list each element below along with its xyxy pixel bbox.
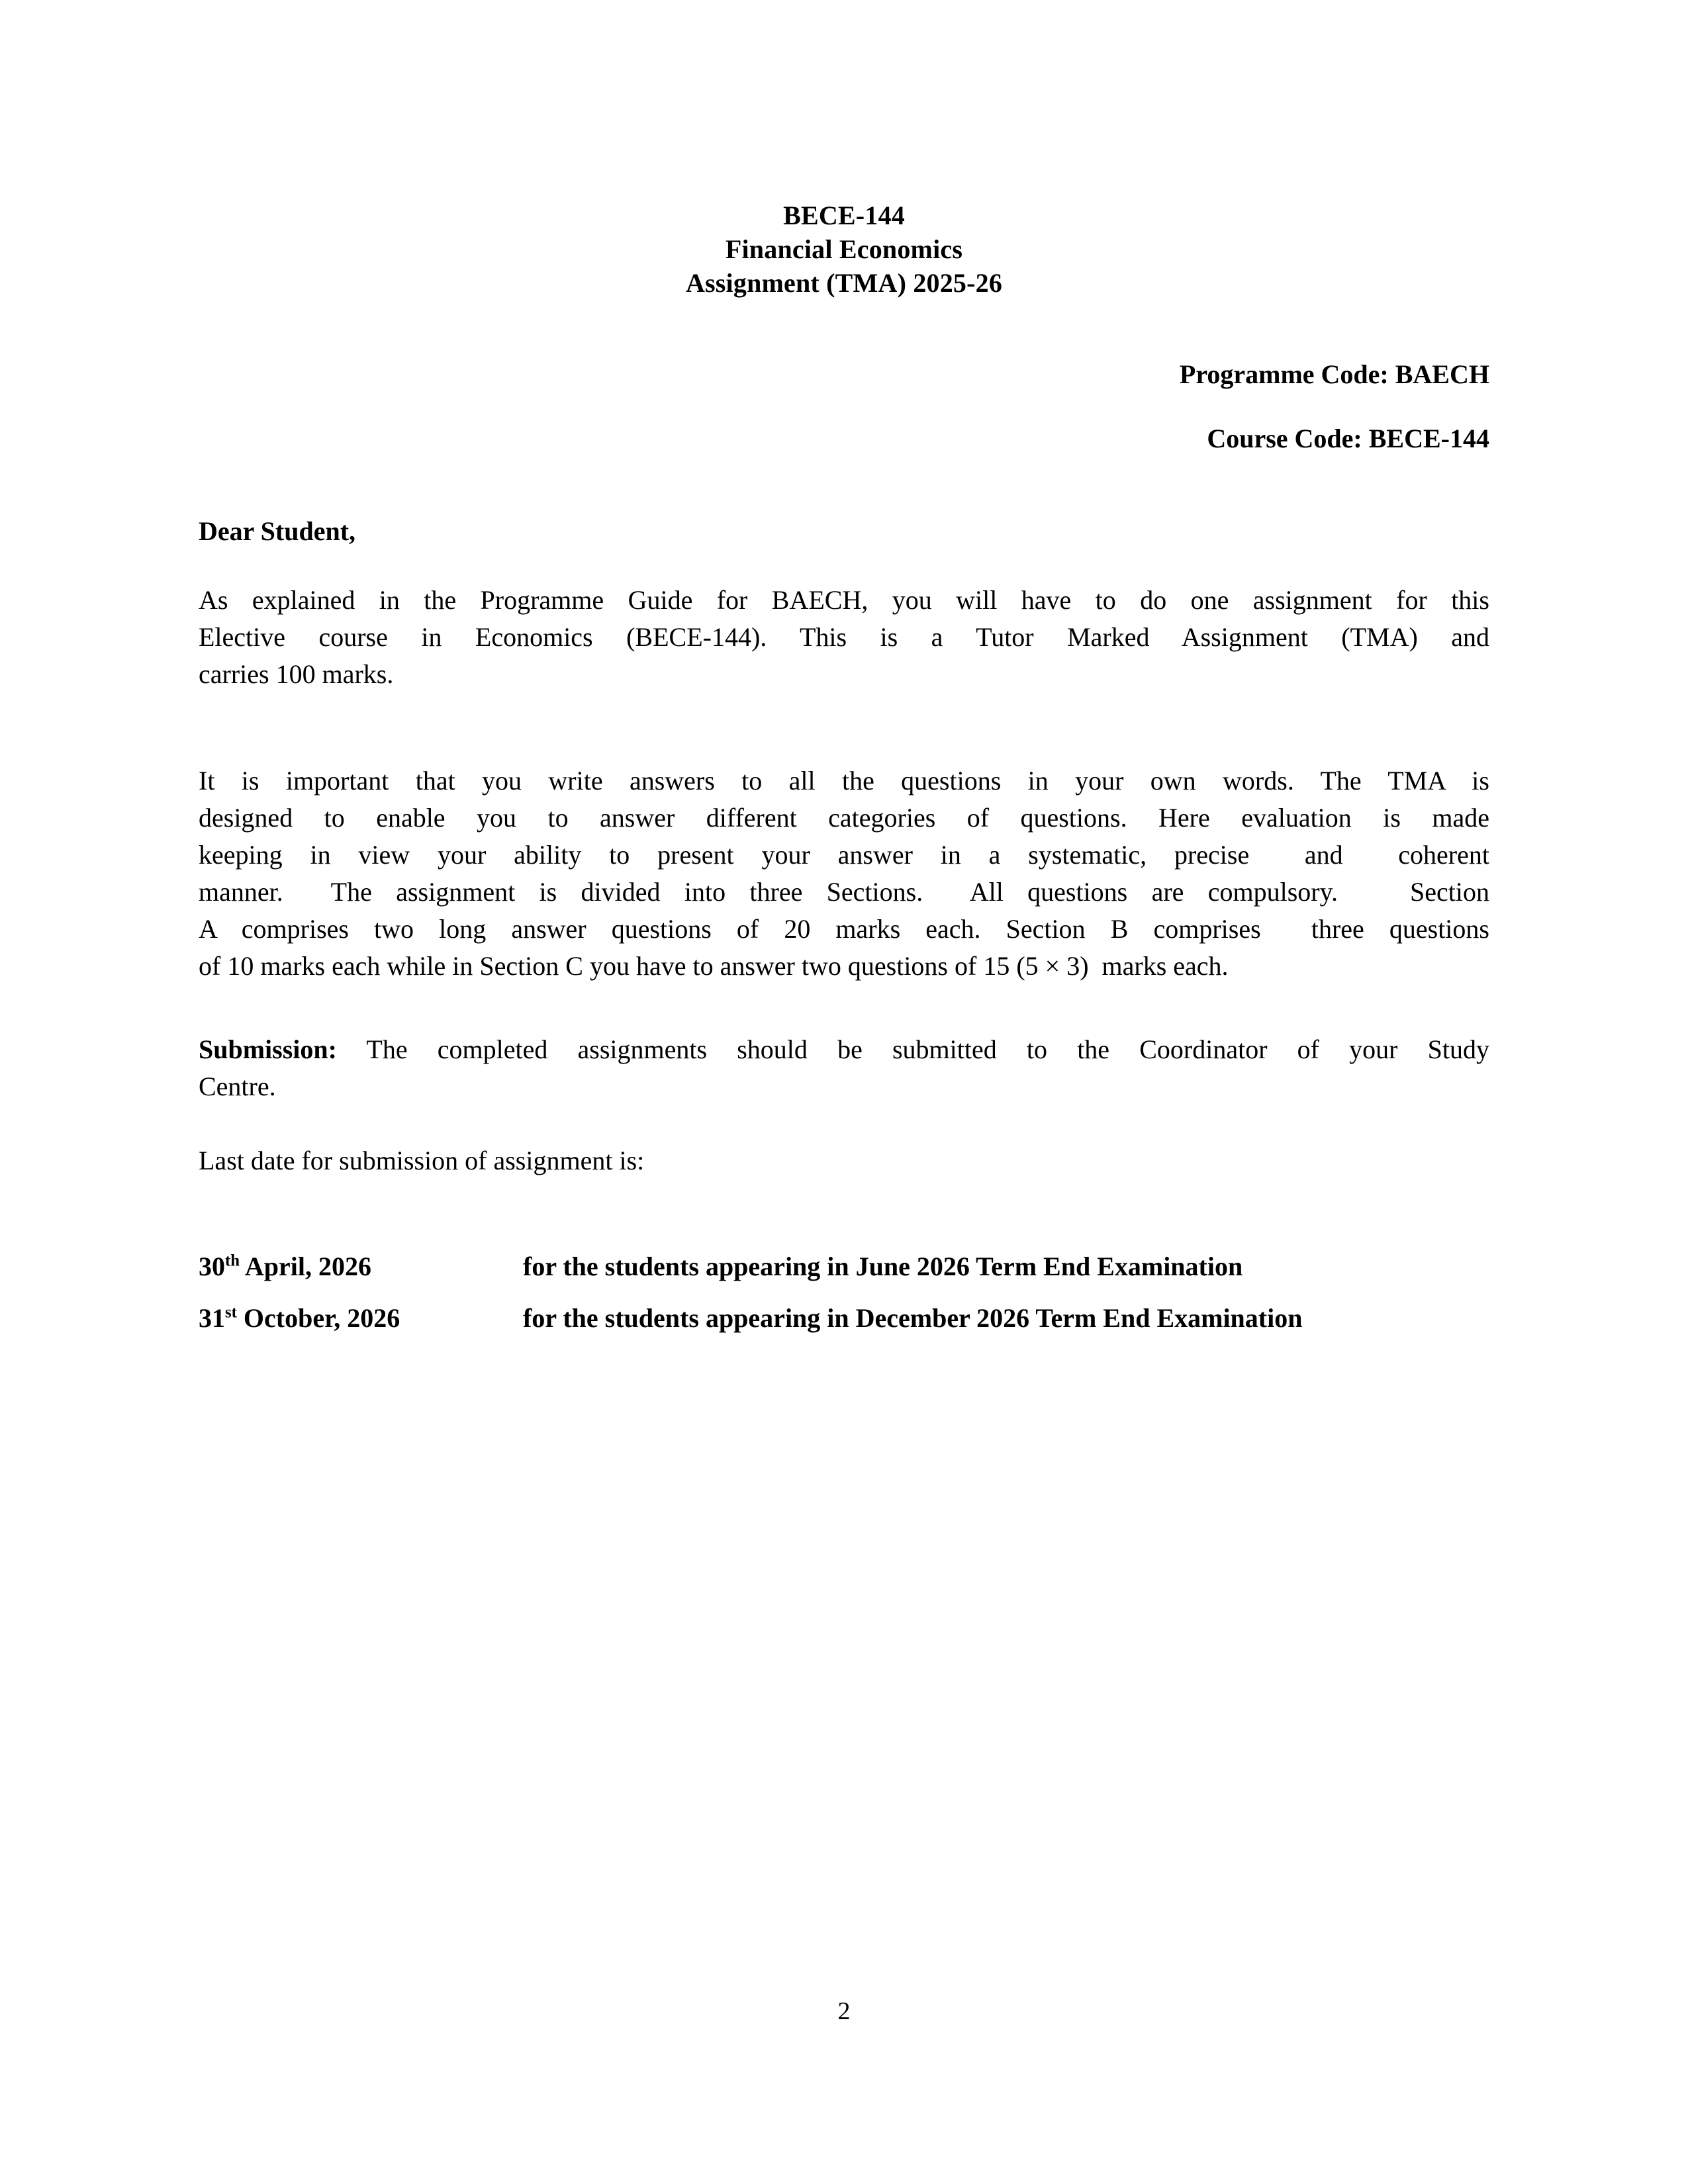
date-ordinal-2: st [225,1303,237,1322]
date-description-2: for the students appearing in December 2026 Term End Examination [523,1302,1303,1333]
date-ordinal-1: th [225,1251,240,1270]
header-course-code: BECE-144 [783,201,905,230]
paragraph-instructions-line-1: It is important that you write answers to all the questions in your own words. The TMA is [199,765,1489,796]
submission-line-1 [199,1031,1489,1068]
date-cell-2 [199,1280,523,1332]
date-cell-1 [199,1253,523,1280]
table-row [199,1280,1302,1332]
paragraph-instructions-line-2: designed to enable you to answer different categories of questions. Here evaluation is made [199,802,1489,833]
header-assignment-session: Assignment (TMA) 2025-26 [685,268,1003,298]
paragraph-instructions-line-4: manner. The assignment is divided into three Sections. All questions are compulsory. Section [199,876,1489,907]
page-content [199,0,1489,1332]
course-code: Course Code: BECE-144 [1207,423,1489,453]
paragraph-submission [199,1031,1489,1105]
code-block [199,361,1489,452]
paragraph-instructions-line-3: keeping in view your ability to present your answer in a systematic, precise and coherent [199,839,1489,870]
submission-text: The completed assignments should be submitted to the Coordinator of your Study [336,1034,1489,1064]
paragraph-instructions [199,762,1489,985]
paragraph-intro-line-1: As explained in the Programme Guide for BAECH, you will have to do one assignment for this [199,584,1489,615]
programme-code: Programme Code: BAECH [1179,359,1489,389]
date-day-2: 31 [199,1302,225,1333]
paragraph-instructions-line-6: of 10 marks each while in Section C you have to answer two questions of 15 (5 × 3) marks each. [199,950,1229,981]
greeting: Dear Student, [199,516,356,546]
date-description-1: for the students appearing in June 2026 Term End Examination [523,1251,1243,1281]
paragraph-intro-line-2: Elective course in Economics (BECE-144). This is a Tutor Marked Assignment (TMA) and [199,621,1489,652]
date-rest-1: April, 2026 [240,1251,371,1281]
date-rest-2: October, 2026 [236,1302,400,1333]
submission-line-2: Centre. [199,1071,276,1101]
paragraph-intro-line-3: carries 100 marks. [199,659,394,689]
paragraph-instructions-line-5: A comprises two long answer questions of 20 marks each. Section B comprises three questions [199,913,1489,944]
page-number: 2 [837,1997,851,2025]
submission-dates-table [199,1253,1302,1332]
date-day-1: 30 [199,1251,225,1281]
submission-label: Submission: [199,1034,337,1064]
document-header [199,199,1489,300]
table-row [199,1253,1302,1280]
header-course-title: Financial Economics [725,234,963,265]
paragraph-intro [199,582,1489,693]
last-date-intro: Last date for submission of assignment is: [199,1145,645,1175]
